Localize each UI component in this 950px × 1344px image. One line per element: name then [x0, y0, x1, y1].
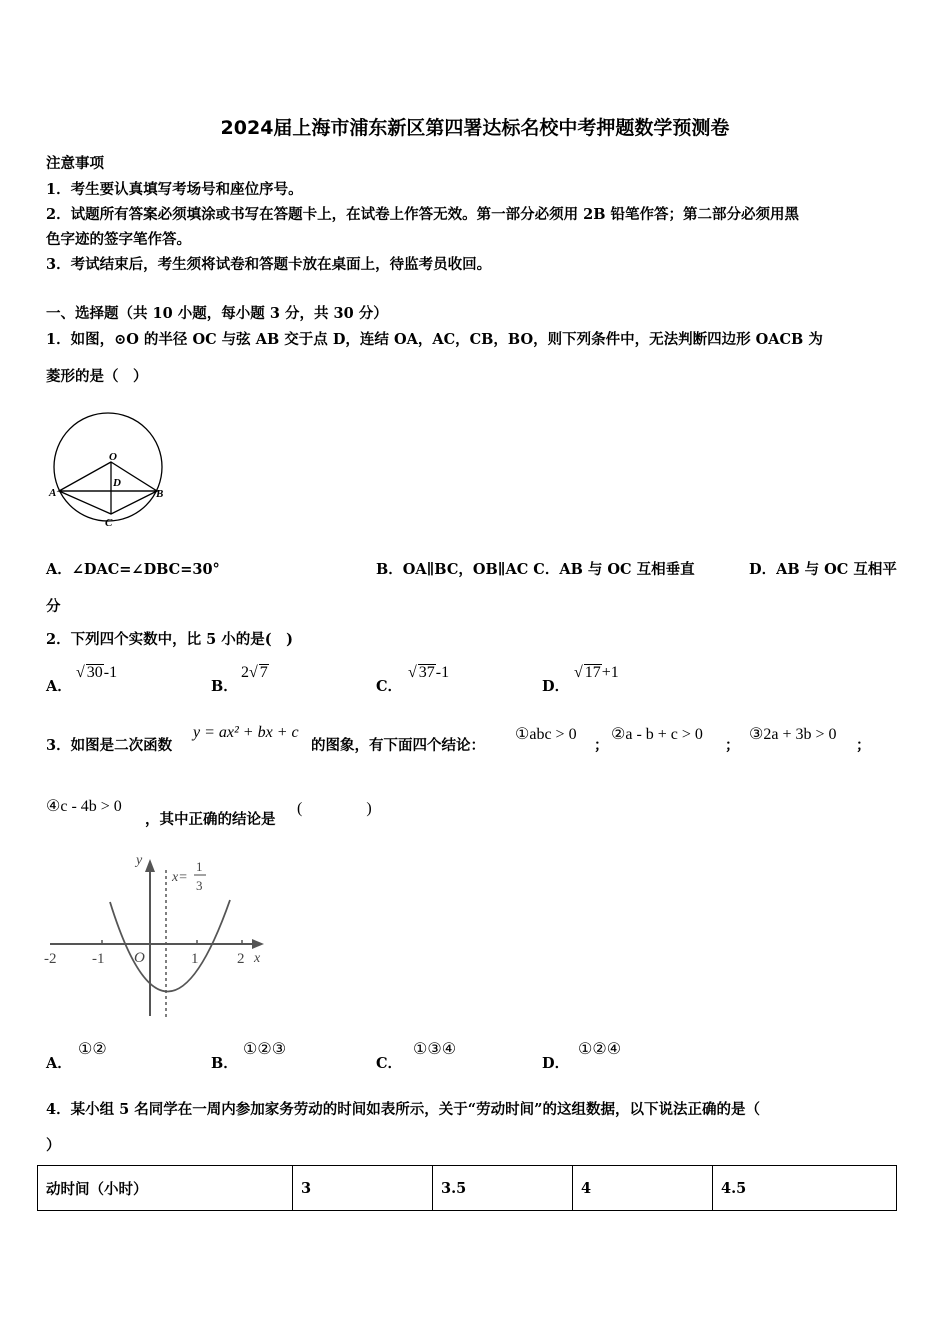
q4-data-table — [37, 1165, 897, 1211]
q3-sep-3: ； — [856, 737, 871, 754]
q3-option-c: ①③④ — [413, 1041, 457, 1058]
table-cell: 3.5 — [433, 1166, 573, 1211]
q1-label-a: A — [49, 487, 57, 499]
q3-option-b: ①②③ — [243, 1041, 287, 1058]
q2-d-radicand: 17 — [584, 664, 601, 681]
q2-c-radicand: 37 — [418, 664, 435, 681]
q3-answer-paren: ( ) — [297, 800, 372, 817]
q3-conclusion-3: ③2a + 3b > 0 — [749, 726, 837, 743]
q2-option-d: √ 17+1 — [574, 664, 619, 681]
q3-label-b: B． — [211, 1055, 238, 1072]
q1-circle-figure — [44, 402, 174, 534]
q1-label-b: B — [156, 488, 164, 500]
q3-tick-neg1: -1 — [92, 951, 105, 967]
table-cell: 4.5 — [713, 1166, 897, 1211]
q4-line-2: ） — [46, 1137, 61, 1154]
q3-tick-1: 1 — [191, 951, 199, 967]
q1-line-1: 1．如图，⊙O 的半径 OC 与弦 AB 交于点 D，连结 OA，AC，CB，BO，则下列条件中，无法判断四边形 OACB 为 — [46, 331, 823, 348]
q3-function: y = ax² + bx + c — [193, 724, 299, 741]
q1-line-2: 菱形的是（ ） — [46, 368, 148, 385]
q3-option-a: ①② — [78, 1041, 107, 1058]
q3-stem-pre: 3．如图是二次函数 — [46, 737, 173, 754]
notice-item-2-line-1: 2．试题所有答案必须填涂或书写在答题卡上，在试卷上作答无效。第一部分必须用 2B 铅笔作答；第二部分必须用黑 — [46, 206, 800, 223]
q1-label-o: O — [109, 451, 117, 463]
q3-conclusion-4: ④c - 4b > 0 — [46, 798, 122, 815]
q3-origin-label: O — [134, 950, 145, 966]
q3-symmetry-label: x= — [172, 870, 188, 885]
q1-option-a: A．∠DAC=∠DBC=30° — [46, 561, 220, 578]
q3-symmetry-denominator: 3 — [196, 878, 203, 893]
q3-sep-1: ； — [594, 737, 609, 754]
q1-label-c: C — [105, 517, 113, 529]
q1-option-b-c: B．OA∥BC，OB∥AC C．AB 与 OC 互相垂直 — [376, 561, 695, 578]
q3-label-c: C． — [376, 1055, 403, 1072]
table-cell-header: 动时间（小时） — [38, 1166, 293, 1211]
q2-label-c: C． — [376, 678, 403, 695]
q3-axis-y-label: y — [136, 853, 143, 868]
q3-parabola-graph — [40, 850, 272, 1022]
q2-option-c: √ 37-1 — [408, 664, 450, 681]
q3-label-a: A． — [46, 1055, 72, 1072]
q4-line-1: 4．某小组 5 名同学在一周内参加家务劳动的时间如表所示，关于“劳动时间”的这组数据，以下说法正确的是（ — [46, 1101, 760, 1118]
q1-option-d-line-2: 分 — [46, 598, 61, 615]
table-cell: 3 — [293, 1166, 433, 1211]
q3-tick-2: 2 — [237, 951, 245, 967]
notice-heading: 注意事项 — [46, 155, 104, 172]
q3-sep-2: ； — [725, 737, 740, 754]
q3-conclusion-2: ②a - b + c > 0 — [611, 726, 703, 743]
notice-item-1: 1．考生要认真填写考场号和座位序号。 — [46, 181, 303, 198]
q3-option-d: ①②④ — [578, 1041, 622, 1058]
notice-item-3: 3．考试结束后，考生须将试卷和答题卡放在桌面上，待监考员收回。 — [46, 256, 492, 273]
q2-d-rest: +1 — [601, 664, 619, 681]
q2-c-rest: -1 — [435, 664, 450, 681]
section-heading: 一、选择题（共 10 小题，每小题 3 分，共 30 分） — [46, 305, 388, 322]
q2-stem: 2．下列四个实数中，比 5 小的是( ) — [46, 631, 293, 648]
q2-a-rest: -1 — [103, 664, 118, 681]
q1-label-d: D — [113, 477, 121, 489]
q2-b-radicand: 7 — [259, 664, 268, 681]
q3-symmetry-numerator: 1 — [196, 859, 203, 874]
q2-option-a: √ 30-1 — [76, 664, 118, 681]
notice-item-2-line-2: 色字迹的签字笔作答。 — [46, 231, 191, 248]
q3-tick-neg2: -2 — [44, 951, 57, 967]
q2-option-b: 2√ 7 — [241, 664, 268, 681]
q2-label-d: D． — [542, 678, 570, 695]
table-row — [38, 1166, 897, 1211]
page-title: 2024届上海市浦东新区第四署达标名校中考押题数学预测卷 — [220, 117, 730, 139]
q3-stem-post: ，其中正确的结论是 — [145, 811, 276, 828]
q2-label-a: A． — [46, 678, 72, 695]
q2-label-b: B． — [211, 678, 238, 695]
q3-label-d: D． — [542, 1055, 570, 1072]
q2-a-radicand: 30 — [86, 664, 103, 681]
q1-option-d-line-1: D．AB 与 OC 互相平 — [749, 561, 897, 578]
q3-axis-x-label: x — [254, 951, 261, 966]
q3-stem-mid: 的图象，有下面四个结论： — [311, 737, 485, 754]
q2-b-coef: 2 — [241, 664, 249, 681]
q3-conclusion-1: ①abc > 0 — [515, 726, 577, 743]
table-cell: 4 — [573, 1166, 713, 1211]
